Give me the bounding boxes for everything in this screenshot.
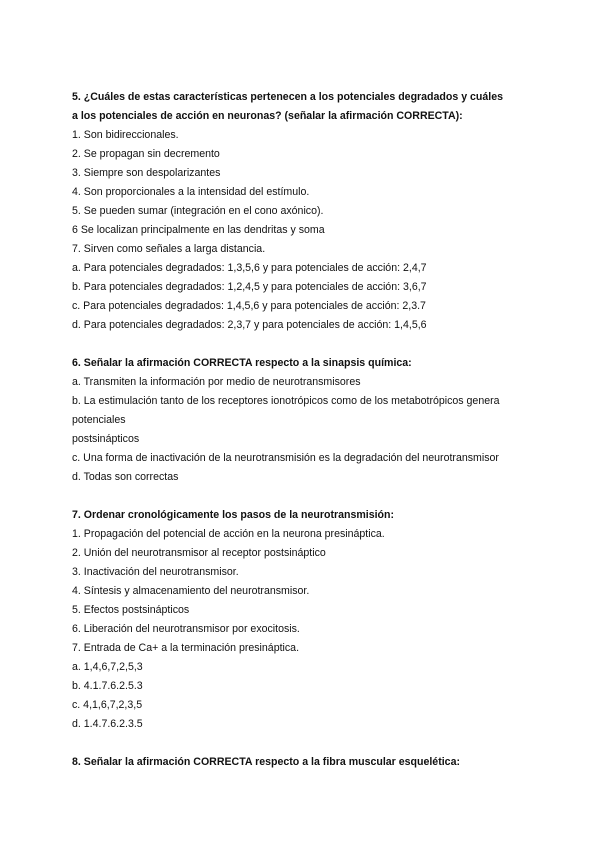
step-item: 4. Síntesis y almacenamiento del neurotransmisor. xyxy=(72,585,310,597)
answer-option-a: a. 1,4,6,7,2,5,3 xyxy=(72,661,143,673)
spacer xyxy=(72,335,542,354)
answer-option-d: d. 1.4.7.6.2.3.5 xyxy=(72,718,143,730)
answer-option-a: a. Transmiten la información por medio de neurotransmisores xyxy=(72,376,361,388)
statement-item: 4. Son proporcionales a la intensidad del estímulo. xyxy=(72,186,310,198)
question-title: 6. Señalar la afirmación CORRECTA respecto a la sinapsis química: xyxy=(72,357,412,369)
answer-option-c: c. 4,1,6,7,2,3,5 xyxy=(72,699,143,711)
answer-option-d: d. Para potenciales degradados: 2,3,7 y para potenciales de acción: 1,4,5,6 xyxy=(72,319,427,331)
question-8 xyxy=(72,753,542,772)
step-item: 5. Efectos postsinápticos xyxy=(72,604,190,616)
statement-item: 5. Se pueden sumar (integración en el cono axónico). xyxy=(72,205,324,217)
statement-item: 7. Sirven como señales a larga distancia. xyxy=(72,243,266,255)
statement-item: 1. Son bidireccionales. xyxy=(72,129,179,141)
spacer xyxy=(72,487,542,506)
answer-option-b: b. La estimulación tanto de los receptores ionotrópicos como de los metabotrópicos genera xyxy=(72,395,500,407)
question-title: a los potenciales de acción en neuronas? (señalar la afirmación CORRECTA): xyxy=(72,110,463,122)
document-page xyxy=(72,88,542,772)
question-6 xyxy=(72,354,542,487)
answer-option-b-continued: potenciales xyxy=(72,414,126,426)
spacer xyxy=(72,734,542,753)
statement-item: 3. Siempre son despolarizantes xyxy=(72,167,221,179)
answer-option-b: b. Para potenciales degradados: 1,2,4,5 y para potenciales de acción: 3,6,7 xyxy=(72,281,427,293)
statement-item: 6 Se localizan principalmente en las dendritas y soma xyxy=(72,224,325,236)
question-title: 8. Señalar la afirmación CORRECTA respecto a la fibra muscular esquelética: xyxy=(72,756,460,768)
question-title: 7. Ordenar cronológicamente los pasos de la neurotransmisión: xyxy=(72,509,395,521)
step-item: 7. Entrada de Ca+ a la terminación presináptica. xyxy=(72,642,300,654)
question-5 xyxy=(72,88,542,335)
step-item: 1. Propagación del potencial de acción en la neurona presináptica. xyxy=(72,528,385,540)
answer-option-b-continued: postsinápticos xyxy=(72,433,140,445)
answer-option-b: b. 4.1.7.6.2.5.3 xyxy=(72,680,143,692)
question-7 xyxy=(72,506,542,734)
answer-option-c: c. Para potenciales degradados: 1,4,5,6 y para potenciales de acción: 2,3.7 xyxy=(72,300,426,312)
question-title: 5. ¿Cuáles de estas características pertenecen a los potenciales degradados y cuáles xyxy=(72,91,504,103)
statement-item: 2. Se propagan sin decremento xyxy=(72,148,220,160)
answer-option-a: a. Para potenciales degradados: 1,3,5,6 y para potenciales de acción: 2,4,7 xyxy=(72,262,427,274)
answer-option-d: d. Todas son correctas xyxy=(72,471,179,483)
step-item: 6. Liberación del neurotransmisor por exocitosis. xyxy=(72,623,300,635)
answer-option-c: c. Una forma de inactivación de la neurotransmisión es la degradación del neurotransmisor xyxy=(72,452,499,464)
step-item: 3. Inactivación del neurotransmisor. xyxy=(72,566,239,578)
step-item: 2. Unión del neurotransmisor al receptor postsináptico xyxy=(72,547,326,559)
